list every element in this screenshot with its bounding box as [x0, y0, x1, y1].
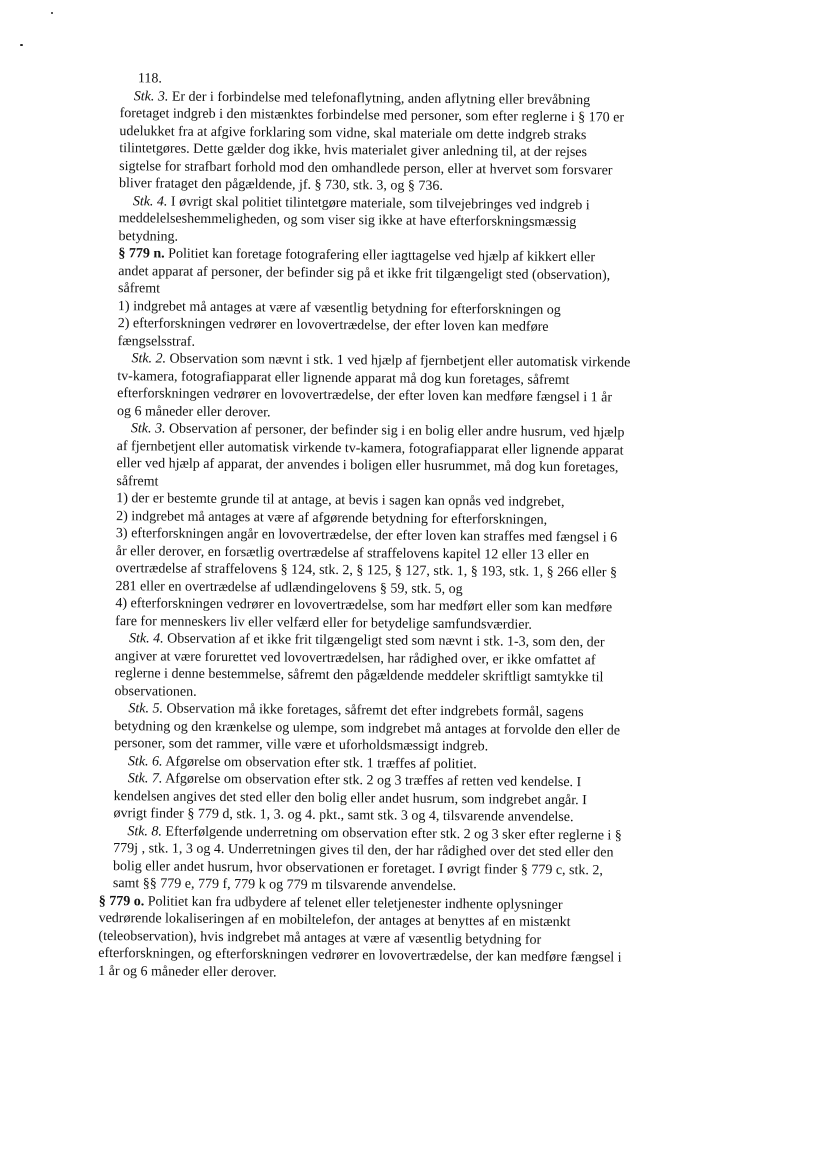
line-text: udelukket fra at afgive forklaring som vidne, skal materiale om dette indgreb straks — [119, 123, 587, 143]
line-text: Observation af personer, der befinder sig i en bolig eller andre husrum, ved hjælp — [168, 421, 625, 441]
line-text: Observation som nævnt i stk. 1 ved hjælp af fjernbetjent eller automatisk virkende — [169, 351, 631, 371]
line-text: efterforskningen vedrører en lovovertrædelse, der efter loven kan medføre fængsel i 1 år — [117, 386, 613, 406]
subsection-label: Stk. 7. — [127, 771, 163, 787]
subsection-label: Stk. 4. — [128, 631, 164, 647]
line-text: personer, som det rammer, ville være et uforholdsmæssigt indgreb. — [114, 736, 489, 755]
line-text: Er der i forbindelse med telefonaflytning, anden aflytning eller brevåbning — [171, 89, 591, 108]
subsection-label: Stk. 3. — [133, 88, 169, 105]
line-text: Observation må ikke foretages, såfremt det efter indgrebets formål, sagens — [166, 701, 584, 721]
section-label: § 779 o. — [98, 893, 145, 909]
line-text: kendelsen angives det sted eller den bolig eller andet husrum, som indgrebet angår. I — [113, 788, 587, 808]
line-text: 1) der er bestemte grunde til at antage, at bevis i sagen kan opnås ved indgrebet, — [116, 491, 565, 511]
line-text: samt §§ 779 e, 779 f, 779 k og 779 m tilsvarende anvendelse. — [112, 876, 457, 895]
line-text: fare for menneskers liv eller velfærd eller for betydelige samfundsværdier. — [115, 613, 532, 633]
line-text: Afgørelse om observation efter stk. 2 og 3 træffes af retten ved kendelse. I — [165, 771, 582, 791]
line-text: 2) indgrebet må antages at være af afgørende betydning for efterforskningen, — [116, 508, 548, 528]
subsection-label: Stk. 6. — [127, 753, 163, 770]
subsection-label: Stk. 3. — [130, 421, 166, 437]
line-text: observationen. — [114, 683, 197, 700]
subsection-label: Stk. 5. — [128, 701, 164, 717]
scan-speck — [51, 12, 53, 14]
line-text: Efterfølgende underretning om observation efter stk. 2 og 3 sker efter reglerne i § — [165, 824, 622, 844]
subsection-label: Stk. 8. — [127, 823, 163, 840]
line-text: af fjernbetjent eller automatisk virkende tv-kamera, fotografiapparat eller lignende apparat — [116, 438, 624, 459]
line-text: foretaget indgreb i den mistænktes forbindelse med personer, som efter reglerne i § 170 er — [119, 106, 625, 126]
line-text: og 6 måneder eller derover. — [116, 403, 271, 420]
line-text: 1 år og 6 måneder eller derover. — [98, 963, 277, 981]
line-text: overtrædelse af straffelovens § 124, stk. 2, § 125, § 127, stk. 1, § 193, stk. 1, § 266 eller § — [115, 561, 618, 581]
line-text: sigtelse for strafbart forhold mod den omhandlede person, eller at hvervet som forsvarer — [119, 158, 613, 178]
line-text: 3) efterforskningen angår en lovovertrædelse, der efter loven kan straffes med fængsel i 6 — [115, 526, 618, 546]
line-text: 281 eller en overtrædelse af udlændingelovens § 59, stk. 5, og — [115, 578, 463, 597]
line-text: Observation af et ikke frit tilgængeligt sted som nævnt i stk. 1-3, som den, der — [167, 631, 605, 651]
line-text: I øvrigt skal politiet tilintetgøre materiale, som tilvejebringes ved indgreb i — [170, 194, 590, 213]
line-text: bolig eller andet husrum, hvor observationen er foretaget. I øvrigt finder § 779 c, stk. 2, — [112, 858, 603, 878]
line-text: tilintetgøres. Dette gælder dog ikke, hvis materialet giver anledning til, at der rejses — [119, 141, 588, 161]
line-text: såfremt — [116, 473, 159, 489]
document-body — [98, 87, 712, 985]
line-text: meddelelseshemmeligheden, og som viser sig ikke at have efterforskningsmæssig — [118, 211, 577, 231]
line-text: vedrørende lokaliseringen af en mobiltelefon, der antages at benyttes af en mistænkt — [98, 910, 571, 931]
line-text: andet apparat af personer, der befinder sig på et ikke frit tilgængeligt sted (observation), — [118, 263, 611, 283]
line-text: tv-kamera, fotografiapparat eller lignende apparat må dog kun foretages, såfremt — [117, 368, 570, 388]
line-text: (teleobservation), hvis indgrebet må antages at være af væsentlig betydning for — [98, 928, 542, 948]
line-text: øvrigt finder § 779 d, stk. 1, 3. og 4. pkt., samt stk. 3 og 4, tilsvarende anvendelse. — [113, 806, 574, 826]
line-text: angiver at være forurettet ved lovovertrædelsen, har rådighed over, er ikke omfattet af — [114, 648, 596, 668]
line-text: Politiet kan foretage fotografering eller iagttagelse ved hjælp af kikkert eller — [168, 246, 596, 266]
line-text: 779j , stk. 1, 3 og 4. Underretningen gives til den, der har rådighed over det sted eller den — [113, 841, 614, 861]
line-text: betydning og den krænkelse og ulempe, som indgrebet må antages at forvolde den eller de — [114, 718, 621, 739]
line-text: 2) efterforskningen vedrører en lovovertrædelse, der efter loven kan medføre — [117, 316, 549, 335]
scan-speck — [20, 44, 23, 46]
line-text: 1) indgrebet må antages at være af væsentlig betydning for efterforskningen og — [117, 298, 561, 318]
subsection-label: Stk. 2. — [131, 351, 167, 367]
line-text: år eller derover, en forsætlig overtrædelse af straffelovens kapitel 12 eller 13 eller en — [115, 543, 590, 563]
section-label: § 779 n. — [118, 246, 165, 262]
line-text: bliver frataget den pågældende, jf. § 730, stk. 3, og § 736. — [118, 176, 443, 194]
line-text: Afgørelse om observation efter stk. 1 træffes af politiet. — [165, 754, 477, 772]
line-text: fængselsstraf. — [117, 333, 196, 350]
line-text: efterforskningen, og efterforskningen vedrører en lovovertrædelse, der kan medføre fængsel i — [98, 945, 622, 966]
page-number: 118. — [137, 71, 162, 87]
line-text: 4) efterforskningen vedrører en lovovertrædelse, som har medført eller som kan medføre — [115, 596, 613, 616]
document-page — [98, 70, 712, 985]
line-text: eller ved hjælp af apparat, der anvendes i boligen eller husrummet, må dog kun foretages, — [116, 456, 619, 476]
line-text: betydning. — [118, 228, 179, 245]
line-text: såfremt — [118, 281, 161, 297]
line-text: Politiet kan fra udbydere af telenet eller teletjenester indhente oplysninger — [147, 893, 563, 913]
subsection-label: Stk. 4. — [132, 193, 168, 210]
line-text: reglerne i denne bestemmelse, såfremt den pågældende meddeler skriftligt samtykke til — [114, 666, 604, 686]
